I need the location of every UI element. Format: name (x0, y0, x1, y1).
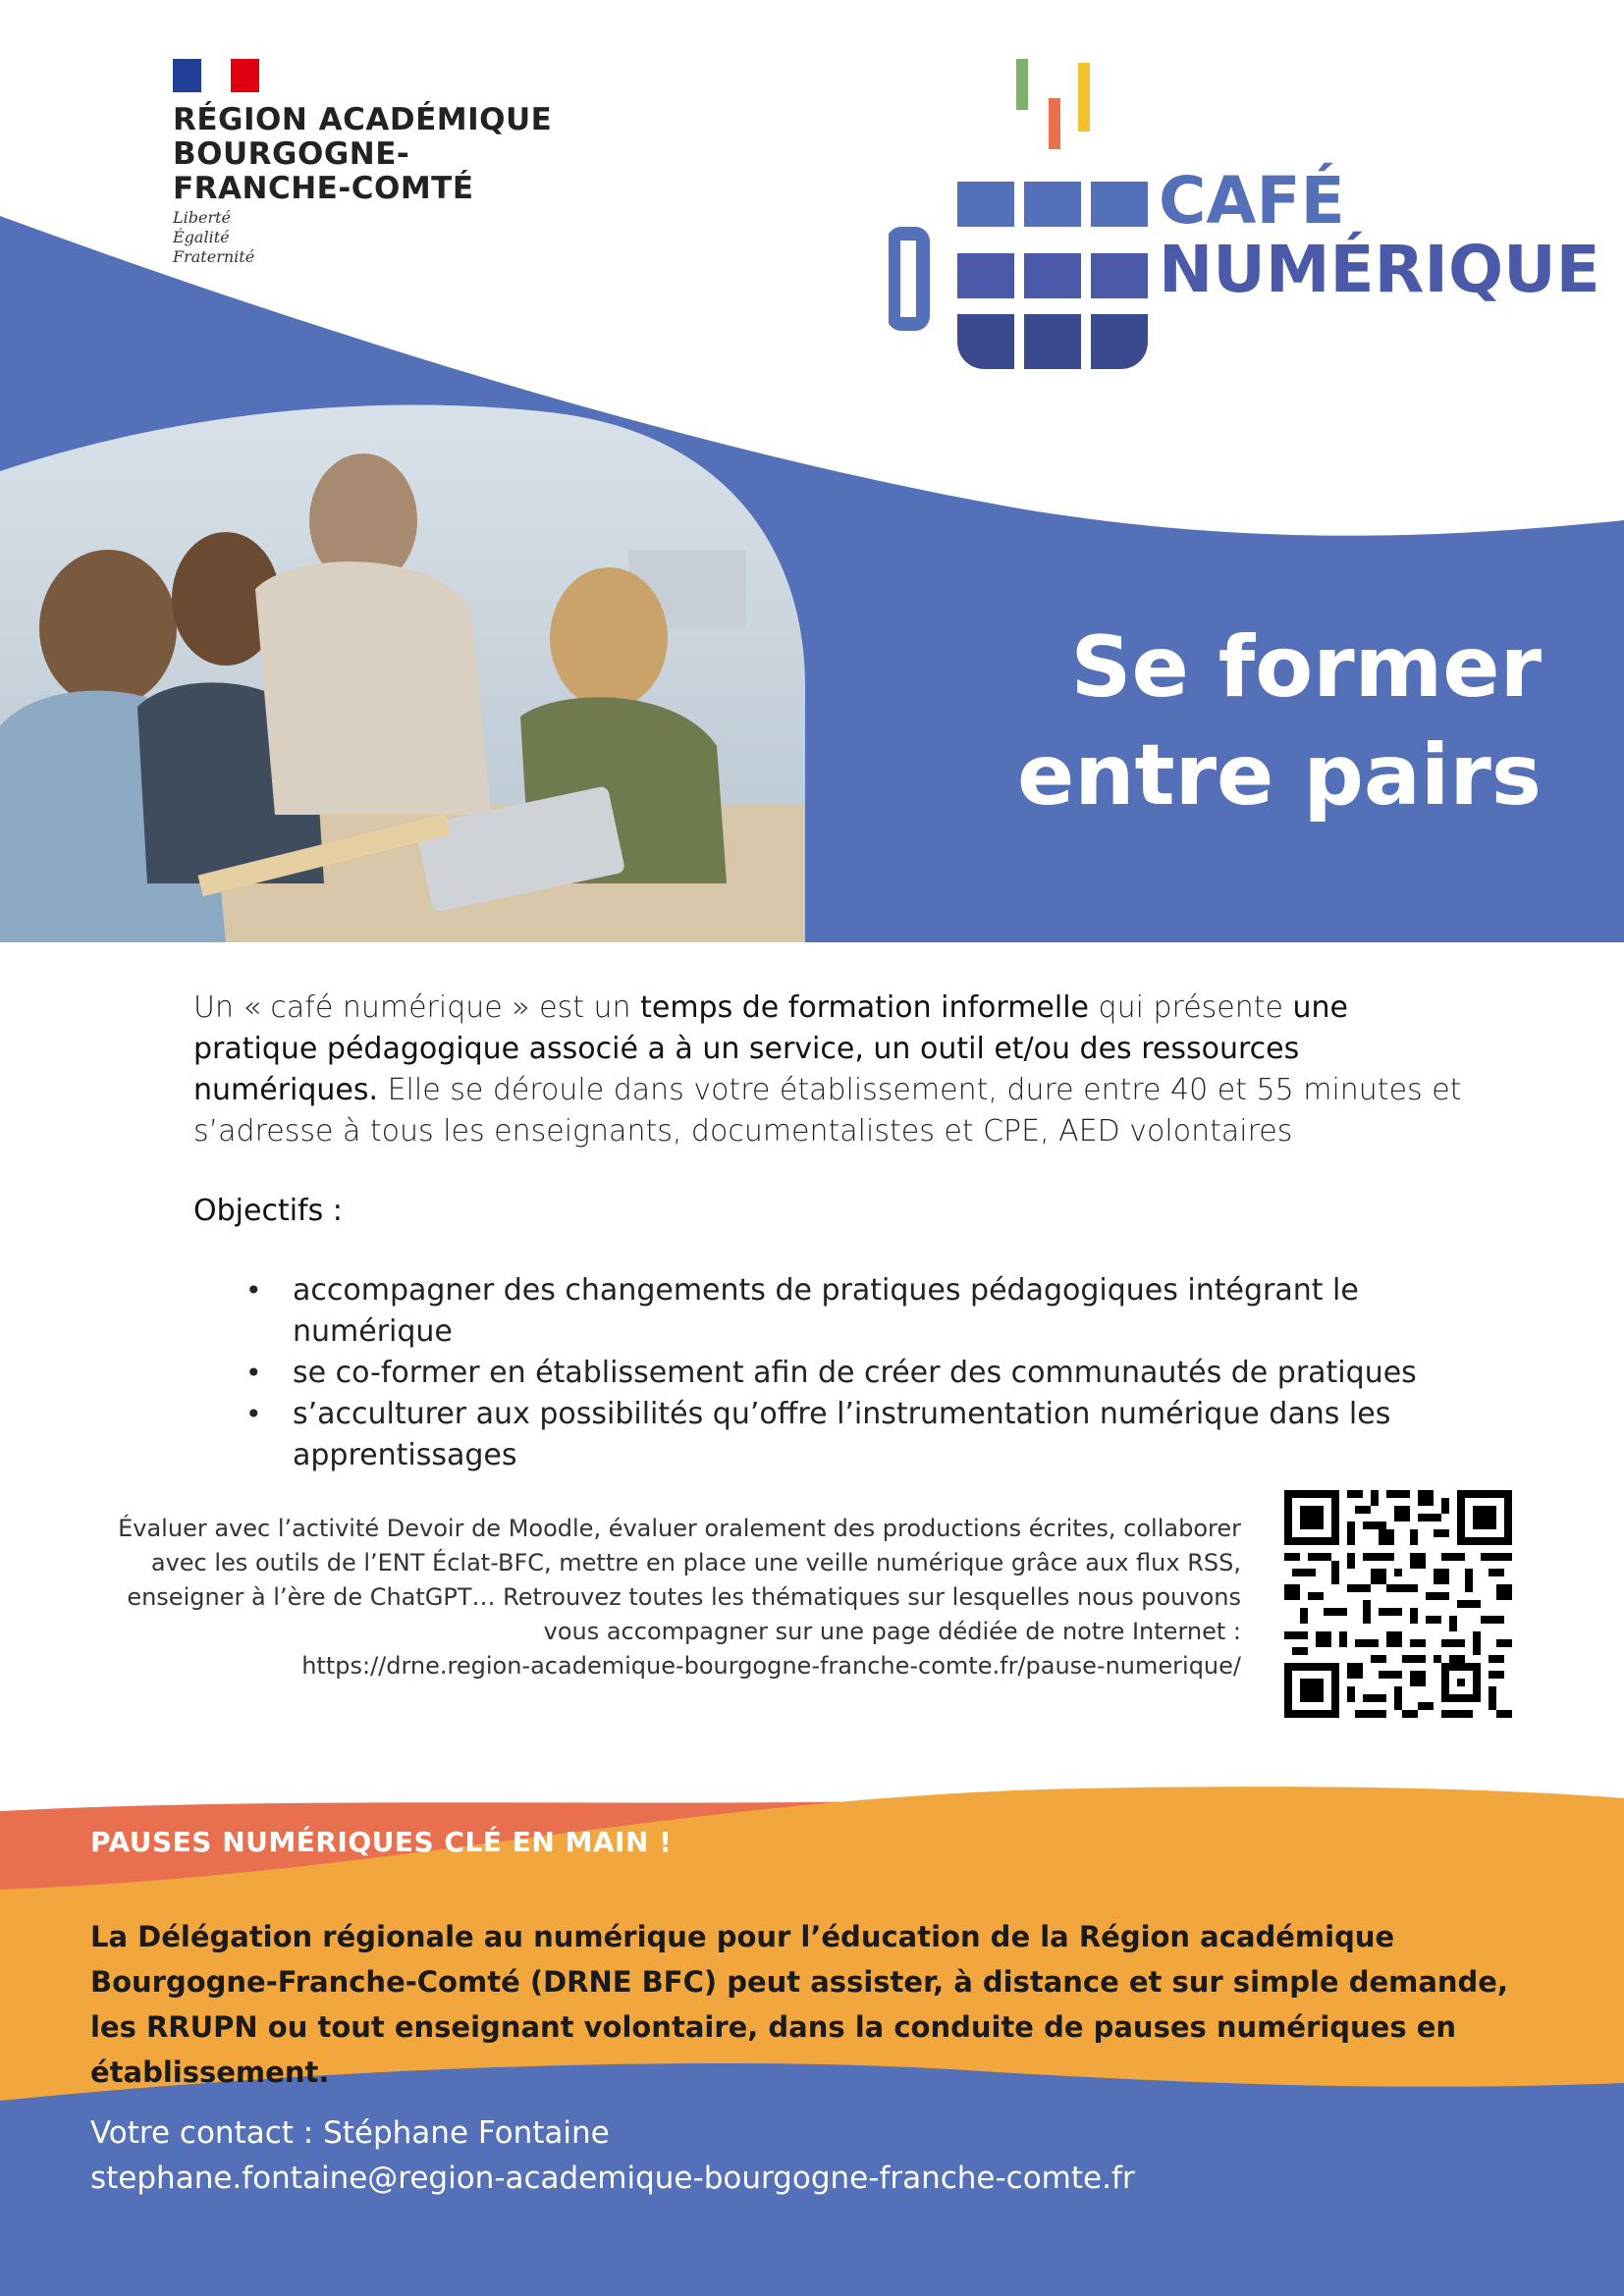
intro-text: qui présente (1089, 990, 1293, 1025)
hero-photo (0, 393, 805, 942)
devise-egalite: Égalité (173, 228, 230, 246)
objectives-list (236, 1270, 1522, 1476)
pauses-description: La Délégation régionale au numérique pour l’éducation de la Région académique Bourgogne-Franche-Comté (DRNE BFC) peut assister, à distance et sur simple demande, les RRUPN ou tout enseignant volontaire, dans la conduite de pauses numériques en établissement. (90, 1920, 1508, 2089)
intro-highlight-informal-training: temps de formation informelle (640, 990, 1090, 1025)
hero-title-line-2: entre pairs (1016, 726, 1542, 825)
region-name-line-1: RÉGION ACADÉMIQUE (173, 102, 553, 137)
contact-block (90, 2110, 1135, 2201)
themes-line: Évaluer avec l’activité Devoir de Moodle, évaluer oralement des productions écrites, collaborer (118, 1515, 1241, 1542)
pauses-title: PAUSES NUMÉRIQUES CLÉ EN MAIN ! (90, 1826, 673, 1858)
contact-email-link[interactable]: stephane.fontaine@region-academique-bourgogne-franche-comte.fr (90, 2161, 1135, 2196)
qr-code-icon[interactable] (1284, 1490, 1512, 1718)
themes-url-link[interactable]: https://drne.region-academique-bourgogne-franche-comte.fr/pause-numerique/ (301, 1652, 1241, 1680)
region-name-line-2: BOURGOGNE- (173, 136, 410, 172)
devise-fraternite: Fraternité (173, 247, 255, 266)
devise-liberte: Liberté (173, 208, 231, 227)
hero-title-line-1: Se former (1070, 618, 1542, 717)
themes-line: vous accompagner sur une page dédiée de notre Internet : (543, 1618, 1241, 1645)
cafe-word: CAFÉ (1159, 163, 1345, 239)
themes-paragraph (98, 1512, 1241, 1683)
intro-text: Un « café numérique » est un (193, 990, 641, 1025)
contact-label: Votre contact : Stéphane Fontaine (90, 2115, 610, 2151)
themes-line: avec les outils de l’ENT Éclat-BFC, mettre en place une veille numérique grâce aux flux RSS, (150, 1549, 1241, 1576)
objective-item: • accompagner des changements de pratiques pédagogiques intégrant le numérique (236, 1270, 1522, 1353)
themes-line: enseigner à l’ère de ChatGPT… Retrouvez toutes les thématiques sur lesquelles nous pouvons (127, 1583, 1241, 1611)
intro-text: Elle se déroule dans votre établissement, dure entre 40 et 55 minutes et s’adresse à tous les enseignants, documentalistes et CPE, AED volontaires (193, 1073, 1462, 1148)
objective-item: • se co-former en établissement afin de créer des communautés de pratiques (236, 1353, 1522, 1394)
objective-item: • s’acculturer aux possibilités qu’offre l’instrumentation numérique dans les apprentissages (236, 1394, 1522, 1476)
numerique-word: NUMÉRIQUE (1159, 232, 1600, 307)
objectives-title: Objectifs : (193, 1194, 343, 1228)
intro-paragraph (193, 988, 1470, 1152)
french-flag-icon (173, 59, 259, 92)
intro-highlight-practice: une pratique pédagogique associé a à un service, un outil et/ou des ressources numériques. (193, 990, 1348, 1107)
region-name-line-3: FRANCHE-COMTÉ (173, 171, 474, 206)
cafe-numerique-logo (889, 59, 1600, 373)
